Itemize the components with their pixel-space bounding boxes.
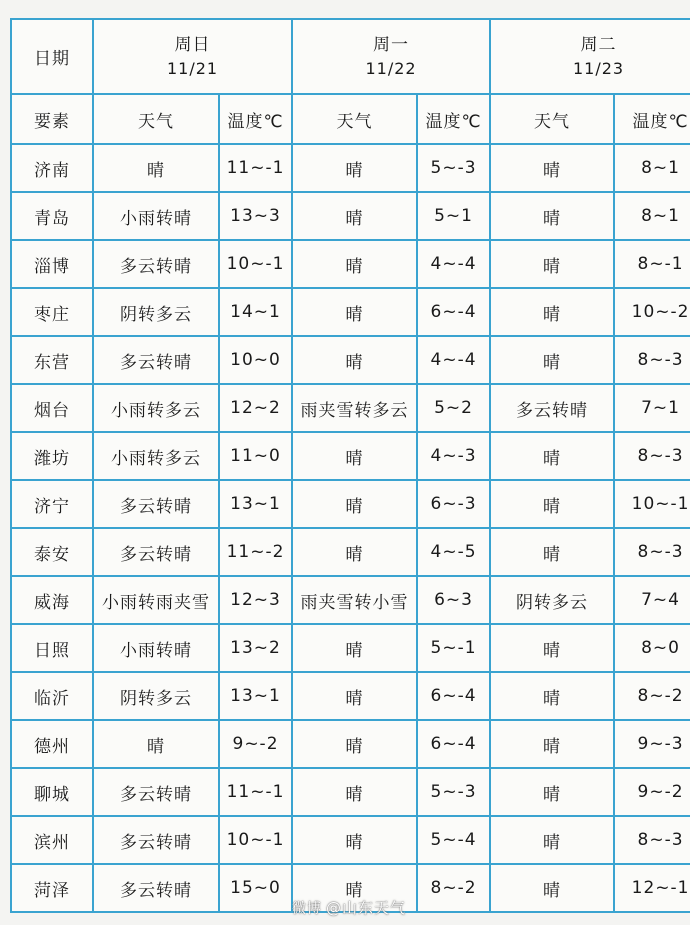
element-header-cell: 要素 xyxy=(11,94,93,144)
temperature-cell: 10~-1 xyxy=(219,240,292,288)
weather-cell: 晴 xyxy=(490,672,614,720)
temperature-cell: 12~2 xyxy=(219,384,292,432)
weather-cell: 晴 xyxy=(490,864,614,912)
day-header-mon xyxy=(292,19,490,94)
temperature-cell: 13~1 xyxy=(219,672,292,720)
city-cell: 泰安 xyxy=(11,528,93,576)
day-header-tue xyxy=(490,19,690,94)
temperature-cell: 10~-1 xyxy=(219,816,292,864)
day-date: 11/22 xyxy=(365,58,417,78)
date-header-cell: 日期 xyxy=(11,19,93,94)
table-row xyxy=(11,480,690,528)
weather-cell: 晴 xyxy=(292,624,417,672)
weather-cell: 晴 xyxy=(490,192,614,240)
temperature-cell: 9~-2 xyxy=(614,768,690,816)
temperature-cell: 11~-1 xyxy=(219,144,292,192)
weather-cell: 晴 xyxy=(292,336,417,384)
weather-cell: 多云转晴 xyxy=(93,528,219,576)
city-cell: 济宁 xyxy=(11,480,93,528)
temperature-cell: 4~-4 xyxy=(417,240,490,288)
temperature-cell: 5~-4 xyxy=(417,816,490,864)
temperature-cell: 5~1 xyxy=(417,192,490,240)
weather-cell: 雨夹雪转多云 xyxy=(292,384,417,432)
temperature-cell: 8~0 xyxy=(614,624,690,672)
weather-cell: 晴 xyxy=(292,528,417,576)
weather-cell: 多云转晴 xyxy=(93,816,219,864)
temperature-cell: 13~3 xyxy=(219,192,292,240)
weather-cell: 晴 xyxy=(490,336,614,384)
weibo-logo: 微博 xyxy=(292,901,322,917)
temperature-cell: 4~-3 xyxy=(417,432,490,480)
temperature-cell: 11~-2 xyxy=(219,528,292,576)
temperature-cell: 4~-4 xyxy=(417,336,490,384)
temperature-cell: 5~-3 xyxy=(417,768,490,816)
weather-cell: 晴 xyxy=(490,528,614,576)
table-row xyxy=(11,720,690,768)
day-name: 周一 xyxy=(373,34,410,55)
temperature-cell: 5~2 xyxy=(417,384,490,432)
temperature-cell: 11~-1 xyxy=(219,768,292,816)
table-row xyxy=(11,144,690,192)
temperature-cell: 8~-3 xyxy=(614,816,690,864)
weather-cell: 晴 xyxy=(292,720,417,768)
weather-cell: 阴转多云 xyxy=(93,288,219,336)
weather-cell: 晴 xyxy=(292,288,417,336)
temp-col-header: 温度℃ xyxy=(219,94,292,144)
table-row xyxy=(11,528,690,576)
temperature-cell: 10~-2 xyxy=(614,288,690,336)
temperature-cell: 9~-3 xyxy=(614,720,690,768)
table-row xyxy=(11,336,690,384)
weather-col-header: 天气 xyxy=(93,94,219,144)
temperature-cell: 9~-2 xyxy=(219,720,292,768)
temp-col-header: 温度℃ xyxy=(417,94,490,144)
city-cell: 青岛 xyxy=(11,192,93,240)
weather-col-header: 天气 xyxy=(490,94,614,144)
weather-cell: 晴 xyxy=(292,672,417,720)
city-cell: 东营 xyxy=(11,336,93,384)
temperature-cell: 13~2 xyxy=(219,624,292,672)
weather-cell: 多云转晴 xyxy=(93,768,219,816)
table-row xyxy=(11,288,690,336)
temperature-cell: 10~-1 xyxy=(614,480,690,528)
temp-col-header: 温度℃ xyxy=(614,94,690,144)
weather-cell: 晴 xyxy=(93,144,219,192)
temperature-cell: 8~-3 xyxy=(614,528,690,576)
temperature-cell: 6~-4 xyxy=(417,672,490,720)
temperature-cell: 7~1 xyxy=(614,384,690,432)
day-name: 周二 xyxy=(580,34,617,55)
weather-cell: 晴 xyxy=(292,768,417,816)
weather-cell: 阴转多云 xyxy=(490,576,614,624)
weather-cell: 晴 xyxy=(292,816,417,864)
table-row xyxy=(11,768,690,816)
table-row xyxy=(11,672,690,720)
city-cell: 临沂 xyxy=(11,672,93,720)
city-cell: 聊城 xyxy=(11,768,93,816)
city-cell: 枣庄 xyxy=(11,288,93,336)
weather-cell: 晴 xyxy=(292,192,417,240)
table-row xyxy=(11,576,690,624)
weather-cell: 小雨转晴 xyxy=(93,192,219,240)
temperature-cell: 15~0 xyxy=(219,864,292,912)
weather-cell: 晴 xyxy=(490,720,614,768)
weather-cell: 多云转晴 xyxy=(93,480,219,528)
city-cell: 德州 xyxy=(11,720,93,768)
city-cell: 日照 xyxy=(11,624,93,672)
header-row-elements xyxy=(11,94,690,144)
temperature-cell: 11~0 xyxy=(219,432,292,480)
weather-cell: 晴 xyxy=(490,480,614,528)
table-row xyxy=(11,240,690,288)
table-row xyxy=(11,816,690,864)
weather-cell: 小雨转多云 xyxy=(93,432,219,480)
day-name: 周日 xyxy=(174,34,211,55)
weather-col-header: 天气 xyxy=(292,94,417,144)
weibo-watermark xyxy=(292,897,406,918)
weather-cell: 晴 xyxy=(292,864,417,912)
weather-cell: 晴 xyxy=(490,768,614,816)
city-cell: 滨州 xyxy=(11,816,93,864)
temperature-cell: 8~-2 xyxy=(417,864,490,912)
weather-table xyxy=(10,18,690,913)
city-cell: 菏泽 xyxy=(11,864,93,912)
watermark-text: @山东天气 xyxy=(326,899,407,917)
weather-cell: 阴转多云 xyxy=(93,672,219,720)
table-body xyxy=(11,19,690,912)
table-row xyxy=(11,192,690,240)
weather-cell: 晴 xyxy=(490,288,614,336)
weather-cell: 小雨转多云 xyxy=(93,384,219,432)
temperature-cell: 14~1 xyxy=(219,288,292,336)
temperature-cell: 8~1 xyxy=(614,144,690,192)
temperature-cell: 6~-4 xyxy=(417,720,490,768)
weather-cell: 晴 xyxy=(292,480,417,528)
temperature-cell: 13~1 xyxy=(219,480,292,528)
temperature-cell: 8~-2 xyxy=(614,672,690,720)
weather-cell: 晴 xyxy=(490,240,614,288)
temperature-cell: 8~-3 xyxy=(614,432,690,480)
weather-cell: 晴 xyxy=(490,624,614,672)
city-cell: 济南 xyxy=(11,144,93,192)
temperature-cell: 12~-1 xyxy=(614,864,690,912)
city-cell: 淄博 xyxy=(11,240,93,288)
temperature-cell: 5~-3 xyxy=(417,144,490,192)
table-row xyxy=(11,384,690,432)
temperature-cell: 7~4 xyxy=(614,576,690,624)
day-date: 11/21 xyxy=(166,58,219,78)
city-cell: 潍坊 xyxy=(11,432,93,480)
temperature-cell: 10~0 xyxy=(219,336,292,384)
day-date: 11/23 xyxy=(572,58,625,78)
city-cell: 烟台 xyxy=(11,384,93,432)
temperature-cell: 5~-1 xyxy=(417,624,490,672)
temperature-cell: 6~-4 xyxy=(417,288,490,336)
header-row-days xyxy=(11,19,690,94)
temperature-cell: 8~-3 xyxy=(614,336,690,384)
city-cell: 威海 xyxy=(11,576,93,624)
weather-cell: 小雨转晴 xyxy=(93,624,219,672)
table-row xyxy=(11,624,690,672)
weather-cell: 小雨转雨夹雪 xyxy=(93,576,219,624)
weather-cell: 晴 xyxy=(292,432,417,480)
temperature-cell: 12~3 xyxy=(219,576,292,624)
weather-cell: 晴 xyxy=(292,144,417,192)
weather-cell: 多云转晴 xyxy=(490,384,614,432)
table-row xyxy=(11,432,690,480)
temperature-cell: 6~3 xyxy=(417,576,490,624)
temperature-cell: 6~-3 xyxy=(417,480,490,528)
weather-cell: 多云转晴 xyxy=(93,240,219,288)
weather-cell: 晴 xyxy=(490,432,614,480)
weather-cell: 晴 xyxy=(93,720,219,768)
temperature-cell: 8~-1 xyxy=(614,240,690,288)
weather-cell: 多云转晴 xyxy=(93,336,219,384)
temperature-cell: 8~1 xyxy=(614,192,690,240)
weather-cell: 晴 xyxy=(490,816,614,864)
weather-cell: 多云转晴 xyxy=(93,864,219,912)
weather-cell: 雨夹雪转小雪 xyxy=(292,576,417,624)
temperature-cell: 4~-5 xyxy=(417,528,490,576)
day-header-sun xyxy=(93,19,292,94)
weather-cell: 晴 xyxy=(490,144,614,192)
weather-cell: 晴 xyxy=(292,240,417,288)
